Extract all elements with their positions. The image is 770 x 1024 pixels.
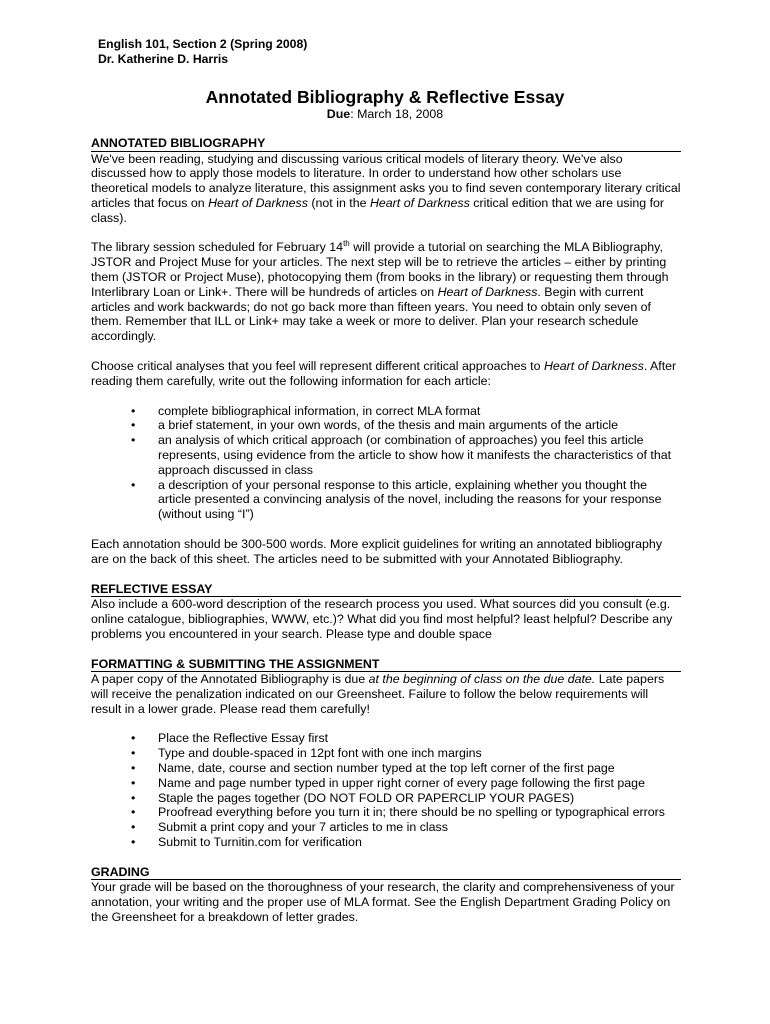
list-item-text: Submit to Turnitin.com for verification xyxy=(158,834,362,849)
annotated-paragraph-1 xyxy=(91,152,681,226)
grading-paragraph: Your grade will be based on the thoroughness of your research, the clarity and comprehensiveness of your annotation, your writing and the proper use of MLA format. See the English Department Grading Policy on the Greensheet for a breakdown of letter grades. xyxy=(91,880,675,924)
text-run: Late papers will receive the penalization indicated on our Greensheet. Failure to follow the below requirements will result in a lower grade. Please read them carefully! xyxy=(91,672,665,716)
list-item xyxy=(131,834,681,850)
bullet-glyph: • xyxy=(131,820,136,835)
reflective-paragraph: Also include a 600-word description of the research process you used. What sources did you consult (e.g. online catalogue, bibliographies, WWW, etc.)? What did you find most helpful? least helpful? Describe any problems you encountered in your search. Please type and double space xyxy=(91,597,673,641)
list-item xyxy=(131,790,681,806)
text-run: Choose critical analyses that you feel will represent different critical approaches to xyxy=(91,359,544,374)
formatting-paragraph xyxy=(91,672,681,716)
instructor-line: Dr. Katherine D. Harris xyxy=(98,52,229,66)
italic-title: Heart of Darkness xyxy=(437,284,538,299)
due-label: Due xyxy=(326,107,351,121)
annotated-paragraph-4: Each annotation should be 300-500 words. More explicit guidelines for writing an annotated bibliography are on the back of this sheet. The articles need to be submitted with your Annotated Bibliography. xyxy=(91,537,663,566)
bullet-glyph: • xyxy=(131,433,136,448)
grading-heading: GRADING xyxy=(91,865,681,881)
bullet-glyph: • xyxy=(131,418,136,433)
list-item-text: Submit a print copy and your 7 articles to me in class xyxy=(158,820,448,835)
bullet-glyph: • xyxy=(131,805,136,820)
list-item xyxy=(131,433,681,477)
list-item xyxy=(131,477,681,522)
page-title: Annotated Bibliography & Reflective Essay xyxy=(205,87,565,107)
list-item xyxy=(131,820,681,835)
text-run: The library session scheduled for February 14 xyxy=(91,240,344,255)
formatting-heading: FORMATTING & SUBMITTING THE ASSIGNMENT xyxy=(91,657,681,673)
document-header xyxy=(98,37,307,67)
list-item xyxy=(131,731,681,746)
list-item-text: Staple the pages together (DO NOT FOLD OR PAPERCLIP YOUR PAGES) xyxy=(158,790,575,805)
bullet-glyph: • xyxy=(131,477,136,492)
annotated-bibliography-heading: ANNOTATED BIBLIOGRAPHY xyxy=(91,136,681,152)
list-item-text: an analysis of which critical approach (or combination of approaches) you feel this article represents, using evidence from the article to show how it manifests the characteristics of that approach discussed in class xyxy=(158,433,672,477)
text-run: . Begin with current articles and work backwards; do not go back more than fifteen years. You need to obtain only seven of them. Remember that ILL or Link+ may take a week or more to deliver. Plan your research schedule accordingly. xyxy=(91,284,651,344)
text-run: A paper copy of the Annotated Bibliography is due xyxy=(91,672,369,687)
list-item xyxy=(131,746,681,761)
list-item-text: complete bibliographical information, in correct MLA format xyxy=(158,403,481,418)
list-item-text: a brief statement, in your own words, of the thesis and main arguments of the article xyxy=(158,418,619,433)
bullet-glyph: • xyxy=(131,790,136,805)
list-item xyxy=(131,761,681,776)
text-run: (not in the xyxy=(307,195,370,210)
text-run: will provide a tutorial on searching the MLA Bibliography, JSTOR and Project Muse for your articles. The next step will be to retrieve the articles – either by printing them (JSTOR or Project Muse), photocopying them (from books in the library) or requesting them through Interlibrary Loan or Link+. There will be hundreds of articles on xyxy=(91,240,669,299)
bullet-glyph: • xyxy=(131,775,136,790)
due-separator: : xyxy=(350,107,358,121)
formatting-requirements-list xyxy=(91,731,681,849)
bullet-glyph: • xyxy=(131,731,136,746)
superscript: th xyxy=(343,239,350,249)
bullet-glyph: • xyxy=(131,746,136,761)
italic-title: Heart of Darkness xyxy=(369,195,470,210)
reflective-essay-heading: REFLECTIVE ESSAY xyxy=(91,582,681,598)
list-item xyxy=(131,775,681,791)
bullet-glyph: • xyxy=(131,834,136,849)
annotated-paragraph-3 xyxy=(91,359,681,389)
list-item-text: Type and double-spaced in 12pt font with one inch margins xyxy=(158,746,482,761)
list-item-text: Proofread everything before you turn it in; there should be no spelling or typographical errors xyxy=(158,805,665,820)
text-run: We've been reading, studying and discussing various critical models of literary theory. We've also discussed how to apply those models to literature. In order to understand how other scholars use theoretical models to analyze literature, this assignment asks you to find seven contemporary literary critical articles that focus on xyxy=(91,151,681,210)
list-item-text: a description of your personal response to this article, explaining whether you thought the article presented a convincing analysis of the novel, including the reasons for your response (without using “I”) xyxy=(158,477,662,522)
document-body xyxy=(91,136,681,925)
annotation-requirements-list xyxy=(91,404,681,522)
list-item-text: Name, date, course and section number typed at the top left corner of the first page xyxy=(158,761,615,775)
italic-title: Heart of Darkness xyxy=(208,195,308,210)
due-date: March 18, 2008 xyxy=(357,107,444,121)
due-date-line xyxy=(0,107,770,122)
list-item xyxy=(131,805,681,820)
list-item xyxy=(131,418,681,433)
text-run: . After reading them carefully, write out the following information for each article: xyxy=(91,359,677,388)
text-run: critical edition that we are using for class). xyxy=(91,195,665,225)
bullet-glyph: • xyxy=(131,403,136,418)
list-item-text: Name and page number typed in upper right corner of every page following the first page xyxy=(158,775,645,790)
italic-title: Heart of Darkness xyxy=(543,359,644,374)
italic-emphasis: at the beginning of class on the due date. xyxy=(368,672,596,687)
bullet-glyph: • xyxy=(131,761,136,775)
course-line: English 101, Section 2 (Spring 2008) xyxy=(98,37,308,51)
annotated-paragraph-2 xyxy=(91,240,681,344)
list-item-text: Place the Reflective Essay first xyxy=(158,731,329,746)
list-item xyxy=(131,403,681,419)
